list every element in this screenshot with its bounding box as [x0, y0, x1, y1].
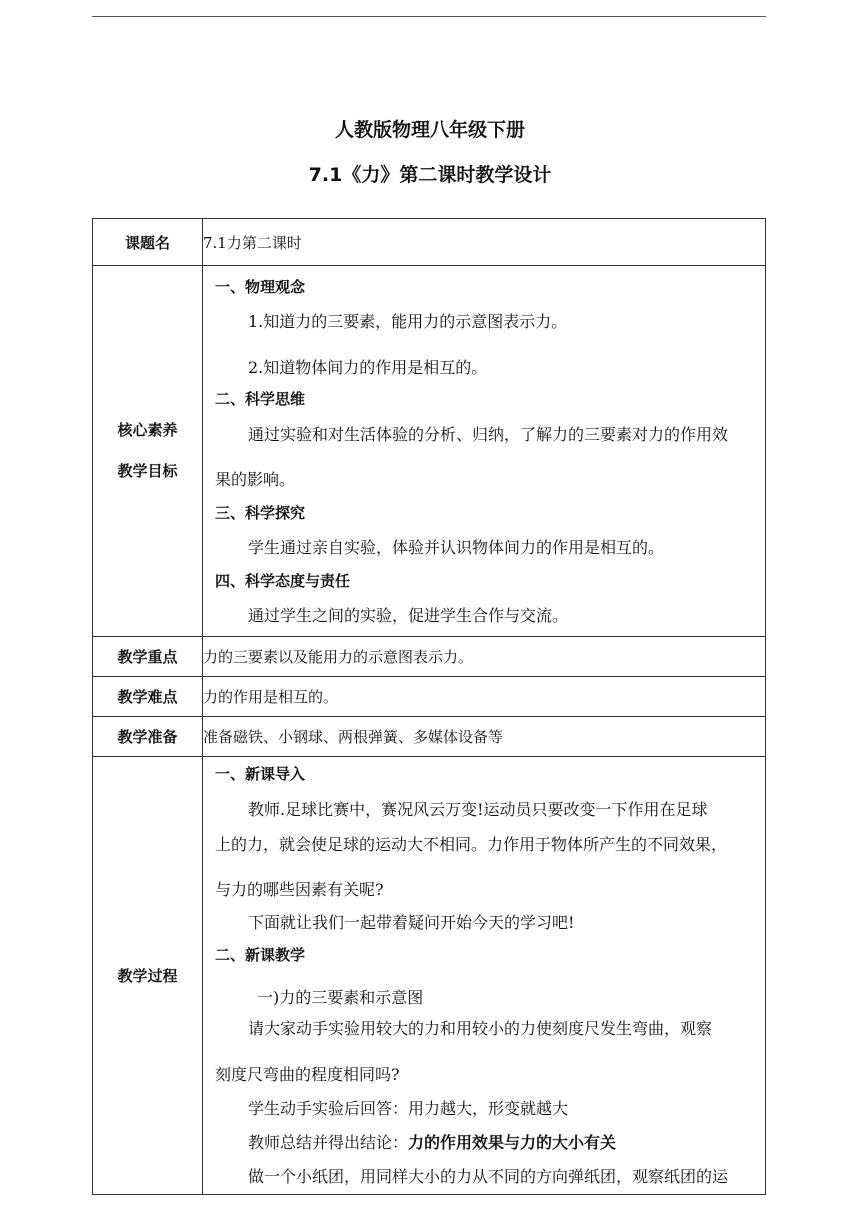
goals-content [203, 266, 766, 637]
topic-value: 7.1力第二课时 [203, 219, 766, 266]
goals-text-1: 1.知道力的三要素，能用力的示意图表示力。 [248, 312, 568, 331]
goals-heading-4: 四、科学态度与责任 [215, 572, 351, 590]
process-text-7: 学生动手实验后回答：用力越大，形变就越大 [248, 1099, 569, 1118]
process-text-2: 上的力，就会使足球的运动大不相同。力作用于物体所产生的不同效果， [215, 835, 728, 854]
header-rule [92, 16, 766, 17]
goals-label-line1: 核心素养 [117, 421, 178, 439]
process-content [203, 757, 766, 1195]
table-row-topic [93, 219, 766, 266]
goals-text-3: 通过实验和对生活体验的分析、归纳，了解力的三要素对力的作用效 [248, 425, 729, 444]
process-text-8 [248, 1130, 616, 1153]
goals-label [93, 266, 203, 637]
table-row-preparation [93, 717, 766, 757]
preparation-value: 准备磁铁、小钢球、两根弹簧、多媒体设备等 [203, 717, 766, 757]
key-point-value: 力的三要素以及能用力的示意图表示力。 [203, 637, 766, 677]
goals-label-line2: 教学目标 [117, 462, 178, 480]
process-heading-2: 二、新课教学 [215, 946, 306, 964]
document-subtitle: 7.1《力》第二课时教学设计 [308, 164, 552, 186]
process-conclusion-bold: 力的作用效果与力的大小有关 [408, 1133, 617, 1152]
goals-heading-3: 三、科学探究 [215, 504, 306, 522]
process-label: 教学过程 [93, 757, 203, 1195]
process-text-1: 教师.足球比赛中，赛况风云万变!运动员只要改变一下作用在足球 [248, 800, 708, 819]
process-text-9: 做一个小纸团，用同样大小的力从不同的方向弹纸团，观察纸团的运 [248, 1167, 729, 1186]
goals-text-6: 通过学生之间的实验，促进学生合作与交流。 [248, 606, 569, 625]
goals-text-5: 学生通过亲自实验，体验并认识物体间力的作用是相互的。 [248, 538, 665, 557]
document-title: 人教版物理八年级下册 [334, 119, 525, 141]
key-point-label: 教学重点 [93, 637, 203, 677]
goals-text-4: 果的影响。 [215, 470, 296, 489]
process-text-6: 刻度尺弯曲的程度相同吗? [215, 1065, 400, 1084]
table-row-key-point [93, 637, 766, 677]
table-row-process [93, 757, 766, 1195]
difficulty-label: 教学难点 [93, 677, 203, 717]
goals-text-2: 2.知道物体间力的作用是相互的。 [248, 358, 488, 377]
process-text-4: 下面就让我们一起带着疑问开始今天的学习吧! [248, 913, 575, 932]
lesson-plan-table [92, 218, 766, 1195]
process-heading-1: 一、新课导入 [215, 765, 306, 783]
topic-label: 课题名 [93, 219, 203, 266]
difficulty-value: 力的作用是相互的。 [203, 677, 766, 717]
table-row-goals [93, 266, 766, 637]
preparation-label: 教学准备 [93, 717, 203, 757]
process-conclusion-prefix: 教师总结并得出结论： [248, 1133, 409, 1152]
table-row-difficulty [93, 677, 766, 717]
process-text-5: 请大家动手实验用较大的力和用较小的力使刻度尺发生弯曲，观察 [248, 1019, 713, 1038]
process-text-3: 与力的哪些因素有关呢? [215, 880, 384, 899]
goals-heading-2: 二、科学思维 [215, 390, 306, 408]
goals-heading-1: 一、物理观念 [215, 278, 306, 296]
process-subheading-1: 一)力的三要素和示意图 [257, 988, 424, 1007]
